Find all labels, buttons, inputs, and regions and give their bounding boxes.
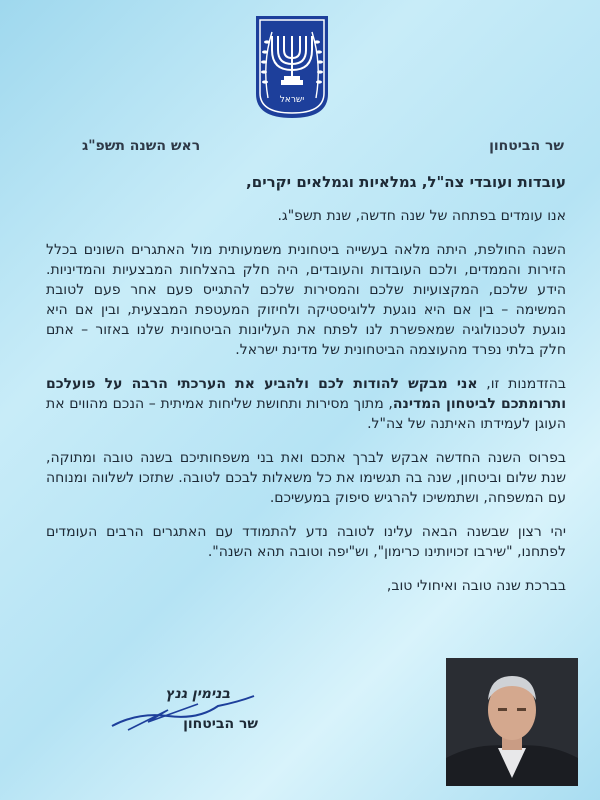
header-minister-title: שר הביטחון bbox=[489, 138, 564, 154]
signature-name: בנימין גנץ bbox=[165, 686, 230, 702]
closing-line: בברכת שנה טובה ואיחולי טוב, bbox=[386, 578, 566, 594]
emblem-inscription: ישראל bbox=[279, 95, 305, 105]
salutation: עובדות ועובדי צה"ל, גמלאיות וגמלאים יקרים, bbox=[246, 173, 566, 191]
paragraph-3-rest: , מתוך מסירות ותחושת שליחות אמיתית – הנכם מהווים את העוגן לעמידתו האיתנה של צה"ל. bbox=[46, 396, 566, 432]
signature-title: שר הביטחון bbox=[183, 716, 258, 732]
paragraph-5: יהי רצון שבשנה הבאה עלינו לטובה נדע להתמודד עם האתגרים הרבים העומדים לפתחנו, "שירבו זכויותינו כרימון", וש"יפה וטובה תהא השנה". bbox=[46, 524, 566, 560]
paragraph-4: בפרוס השנה החדשה אבקש לברך אתכם ואת בני משפחותיכם בשנה טובה ומתוקה, שנת שלום וביטחון, שנה בה תגשימו את כל משאלות לבכם לטובה. שתזכו לשלווה ומנוחה עם המשפחה, ושתמשיכו להרגיש סיפוק במעשיכם. bbox=[46, 450, 566, 506]
paragraph-3-bold: אני מבקש להודות לכם ולהביע את הערכתי הרבה על פועלכם ותרומתכם לביטחון המדינה bbox=[46, 376, 566, 412]
state-emblem-icon bbox=[254, 14, 330, 120]
signature-block bbox=[108, 686, 258, 746]
paragraph-3-intro: בהזדמנות זו, bbox=[477, 376, 566, 392]
paragraph-1: אנו עומדים בפתחה של שנה חדשה, שנת תשפ"ג. bbox=[277, 208, 566, 224]
header-holiday-title: ראש השנה תשפ"ג bbox=[82, 138, 201, 154]
paragraph-2: השנה החולפת, היתה מלאה בעשייה ביטחונית משמעותית מול האתגרים השונים בכלל הזירות והממדים, ולכם העובדות והעובדים, היה חלק בהצלחות המבצעיות והמדיניות. הידע שלכם, המקצועיות שלכם והמסירות שלכם להתגייס פעם אחר פעם לטובת המשימה – בין אם היא נוגעת ללוגיסטיקה ולחיזוק המעטפת המבצעית, ובין אם היא נוגעת לטכנולוגיה שמאפשרת לנו לפתח את העליונות הביטחונית שלנו באזור – אתם חלק בלתי נפרד מהעוצמה הביטחונית של מדינת ישראל. bbox=[46, 242, 566, 358]
minister-portrait bbox=[446, 658, 578, 786]
paragraph-3 bbox=[46, 374, 566, 434]
letter-body bbox=[46, 172, 566, 610]
